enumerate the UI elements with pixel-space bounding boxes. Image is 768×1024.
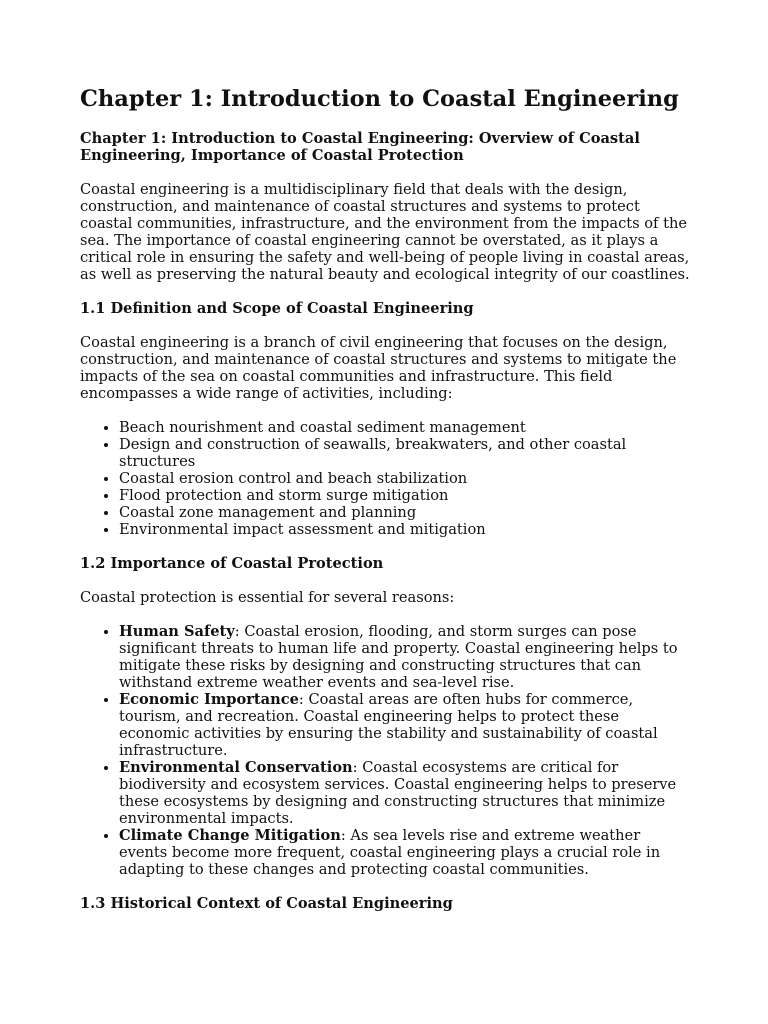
list-item: • Coastal zone management and planning: [119, 504, 692, 521]
chapter-title: Chapter 1: Introduction to Coastal Engineering: [80, 86, 679, 112]
section-1-2-paragraph: Coastal protection is essential for several reasons:: [80, 589, 455, 606]
list-item-term: Human Safety: [119, 623, 235, 640]
list-item: [119, 827, 692, 878]
list-item-text: : Coastal erosion, flooding, and storm surges can pose significant threats to human life and property. Coastal engineering helps to mitigate these risks by designing and constructing structures that can withstand extreme weather events and sea-level rise.: [119, 623, 678, 691]
list-item-text: : As sea levels rise and extreme weather events become more frequent, coastal engineering plays a crucial role in adapting to these changes and protecting coastal communities.: [119, 827, 661, 878]
section-1-2-heading: 1.2 Importance of Coastal Protection: [80, 555, 384, 572]
list-item: • Flood protection and storm surge mitigation: [119, 487, 692, 504]
list-item: • Beach nourishment and coastal sediment management: [119, 419, 692, 436]
list-item-text: : Coastal ecosystems are critical for biodiversity and ecosystem services. Coastal engineering helps to preserve these ecosystems by designing and constructing structures that minimize environmental impacts.: [119, 759, 677, 827]
list-item-term: Climate Change Mitigation: [119, 827, 341, 844]
list-item: • Design and construction of seawalls, breakwaters, and other coastal structures: [119, 436, 692, 470]
list-item: [119, 691, 692, 759]
section-1-1-heading: 1.1 Definition and Scope of Coastal Engineering: [80, 300, 474, 317]
list-item-term: Environmental Conservation: [119, 759, 353, 776]
document-page: [80, 86, 692, 929]
section-1-3-heading: 1.3 Historical Context of Coastal Engineering: [80, 895, 453, 912]
activities-list: [80, 419, 692, 538]
list-item: [119, 623, 692, 691]
intro-paragraph: Coastal engineering is a multidisciplinary field that deals with the design, construction, and maintenance of coastal structures and systems to protect coastal communities, infrastructure, and the environment from the impacts of the sea. The importance of coastal engineering cannot be overstated, as it plays a critical role in ensuring the safety and well-being of people living in coastal areas, as well as preserving the natural beauty and ecological integrity of our coastlines.: [80, 181, 690, 283]
section-1-1-paragraph: Coastal engineering is a branch of civil engineering that focuses on the design, construction, and maintenance of coastal structures and systems to mitigate the impacts of the sea on coastal communities and infrastructure. This field encompasses a wide range of activities, including:: [80, 334, 677, 402]
reasons-list: [80, 623, 692, 878]
chapter-subtitle: Chapter 1: Introduction to Coastal Engineering: Overview of Coastal Engineering, Importance of Coastal Protection: [80, 130, 640, 164]
list-item: • Coastal erosion control and beach stabilization: [119, 470, 692, 487]
list-item-term: Economic Importance: [119, 691, 299, 708]
list-item-text: : Coastal areas are often hubs for commerce, tourism, and recreation. Coastal engineering helps to protect these economic activities by ensuring the stability and sustainability of coastal infrastructure.: [119, 691, 658, 759]
list-item: • Environmental impact assessment and mitigation: [119, 521, 692, 538]
list-item: [119, 759, 692, 827]
